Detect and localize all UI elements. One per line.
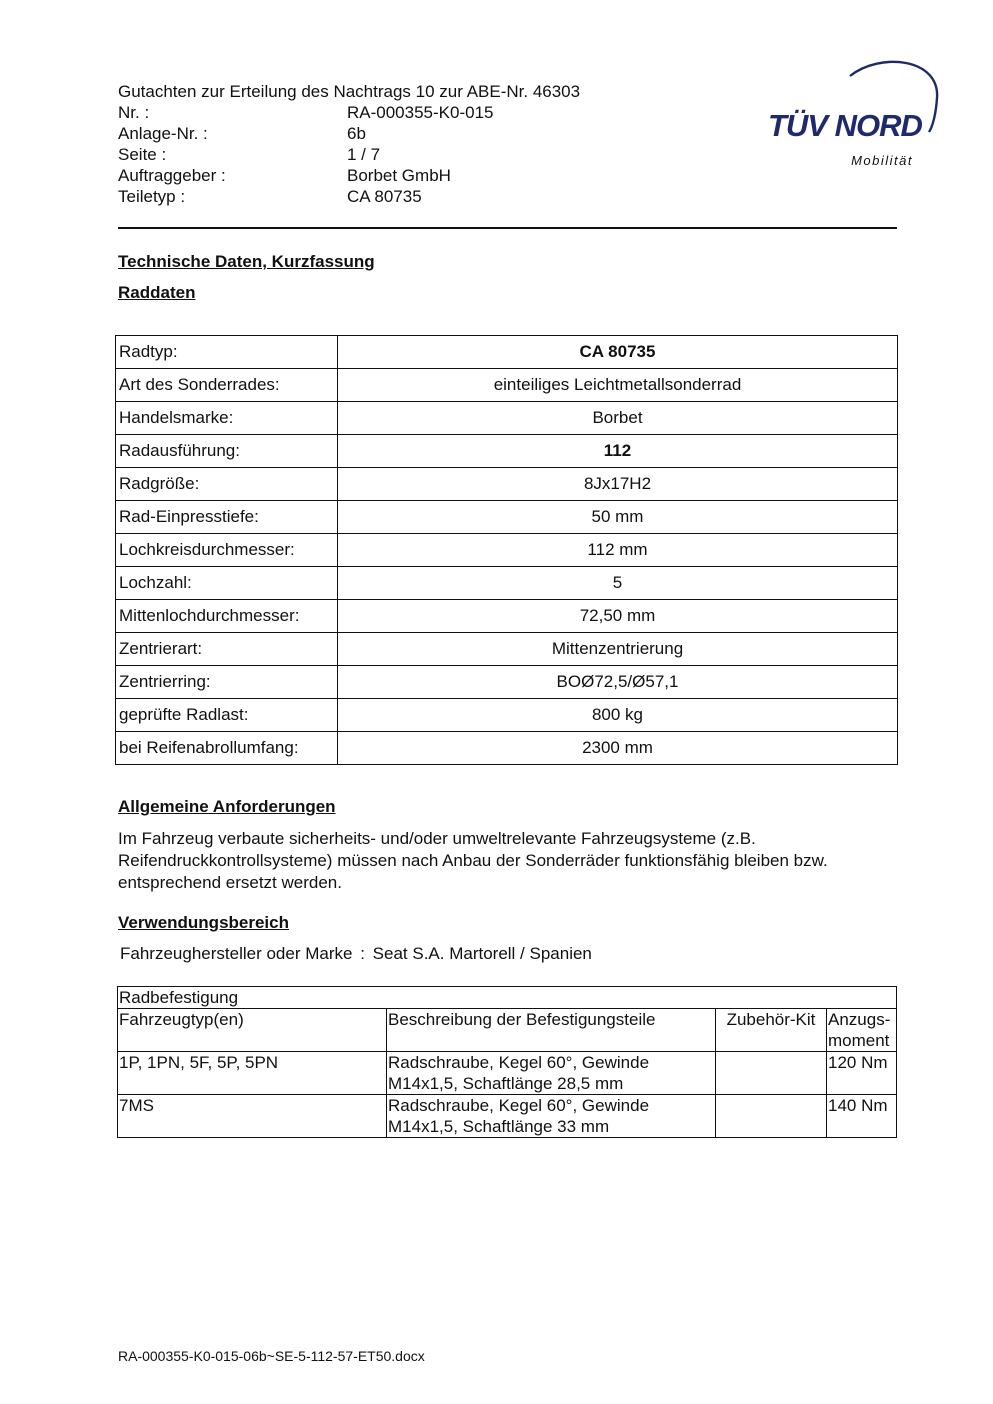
table-header-row [118, 1009, 897, 1052]
row-value: Borbet [338, 402, 898, 435]
fastening-table [117, 986, 897, 1138]
manufacturer-line [120, 944, 592, 964]
row-label: Handelsmarke: [116, 402, 338, 435]
row-label: Zentrierart: [116, 633, 338, 666]
row-value: einteiliges Leichtmetallsonderrad [338, 369, 898, 402]
cell-kit [716, 1052, 827, 1095]
tuv-nord-logo [765, 58, 940, 173]
header-field-teiletyp [118, 186, 422, 207]
row-value: 8Jx17H2 [338, 468, 898, 501]
header-label: Auftraggeber : [118, 166, 226, 185]
section-tech-title: Technische Daten, Kurzfassung [118, 252, 375, 271]
table-row [116, 534, 898, 567]
header-cell-types: Fahrzeugtyp(en) [118, 1009, 387, 1052]
table-row [118, 1052, 897, 1095]
header-value: Borbet GmbH [347, 166, 451, 185]
row-label: Mittenlochdurchmesser: [116, 600, 338, 633]
table-row [118, 1095, 897, 1138]
row-value: 72,50 mm [338, 600, 898, 633]
row-value: 5 [338, 567, 898, 600]
header-label: Anlage-Nr. : [118, 124, 208, 143]
header-field-anlage [118, 123, 366, 144]
table-row [116, 666, 898, 699]
section-verw-title: Verwendungsbereich [118, 913, 289, 932]
footer-filename: RA-000355-K0-015-06b~SE-5-112-57-ET50.docx [118, 1348, 425, 1364]
row-value: 2300 mm [338, 732, 898, 765]
header-value: RA-000355-K0-015 [347, 103, 494, 122]
header-label: Nr. : [118, 103, 150, 122]
table-row [116, 402, 898, 435]
header-label: Seite : [118, 145, 167, 164]
table-row [116, 369, 898, 402]
manufacturer-value: Seat S.A. Martorell / Spanien [372, 944, 592, 963]
logo-brand: TÜV NORD [768, 108, 922, 143]
table-row [116, 633, 898, 666]
table-row [116, 732, 898, 765]
allg-paragraph: Im Fahrzeug verbaute sicherheits- und/oder umweltrelevante Fahrzeugsysteme (z.B. Reifendruckkontrollsysteme) müssen nach Anbau der Sonderräder funktionsfähig bleiben bzw. entsprechend ersetzt werden. [118, 829, 828, 892]
header-field-nr [118, 102, 493, 123]
logo-sub: Mobilität [851, 153, 913, 168]
row-label: Radausführung: [116, 435, 338, 468]
cell-torque: 120 Nm [827, 1052, 897, 1095]
table-row [116, 435, 898, 468]
cell-kit [716, 1095, 827, 1138]
table-row [116, 699, 898, 732]
row-label: Art des Sonderrades: [116, 369, 338, 402]
table-row [116, 600, 898, 633]
row-label: Lochkreisdurchmesser: [116, 534, 338, 567]
row-label: bei Reifenabrollumfang: [116, 732, 338, 765]
table-row [116, 336, 898, 369]
table-caption-row [118, 987, 897, 1009]
cell-desc: Radschraube, Kegel 60°, Gewinde M14x1,5, Schaftlänge 33 mm [387, 1095, 716, 1138]
header-divider [118, 227, 897, 229]
header-cell-desc: Beschreibung der Befestigungsteile [387, 1009, 716, 1052]
row-value: 112 mm [338, 534, 898, 567]
manufacturer-label: Fahrzeughersteller oder Marke [120, 944, 353, 963]
header-value: CA 80735 [347, 187, 422, 206]
document-title: Gutachten zur Erteilung des Nachtrags 10 zur ABE-Nr. 46303 [118, 82, 581, 101]
header-field-auftraggeber [118, 165, 451, 186]
row-label: Rad-Einpresstiefe: [116, 501, 338, 534]
cell-types: 7MS [118, 1095, 387, 1138]
section-raddaten-title: Raddaten [118, 283, 196, 302]
table-row [116, 567, 898, 600]
header-label: Teiletyp : [118, 187, 186, 206]
row-value: Mittenzentrierung [338, 633, 898, 666]
table-caption: Radbefestigung [118, 987, 897, 1009]
row-label: Zentrierring: [116, 666, 338, 699]
wheel-data-table [115, 335, 898, 765]
cell-types: 1P, 1PN, 5F, 5P, 5PN [118, 1052, 387, 1095]
row-value: 50 mm [338, 501, 898, 534]
table-row [116, 468, 898, 501]
header-value: 6b [347, 124, 366, 143]
row-label: geprüfte Radlast: [116, 699, 338, 732]
row-value: 112 [338, 435, 898, 468]
row-label: Radtyp: [116, 336, 338, 369]
row-value: CA 80735 [338, 336, 898, 369]
section-allg-title: Allgemeine Anforderungen [118, 797, 336, 816]
table-row [116, 501, 898, 534]
row-label: Radgröße: [116, 468, 338, 501]
row-value: 800 kg [338, 699, 898, 732]
row-label: Lochzahl: [116, 567, 338, 600]
row-value: BOØ72,5/Ø57,1 [338, 666, 898, 699]
header-value: 1 / 7 [347, 145, 381, 164]
manufacturer-sep: : [360, 944, 365, 963]
cell-desc: Radschraube, Kegel 60°, Gewinde M14x1,5, Schaftlänge 28,5 mm [387, 1052, 716, 1095]
cell-torque: 140 Nm [827, 1095, 897, 1138]
header-cell-torque: Anzugs-moment [827, 1009, 897, 1052]
header-cell-kit: Zubehör-Kit [716, 1009, 827, 1052]
header-field-seite [118, 144, 380, 165]
